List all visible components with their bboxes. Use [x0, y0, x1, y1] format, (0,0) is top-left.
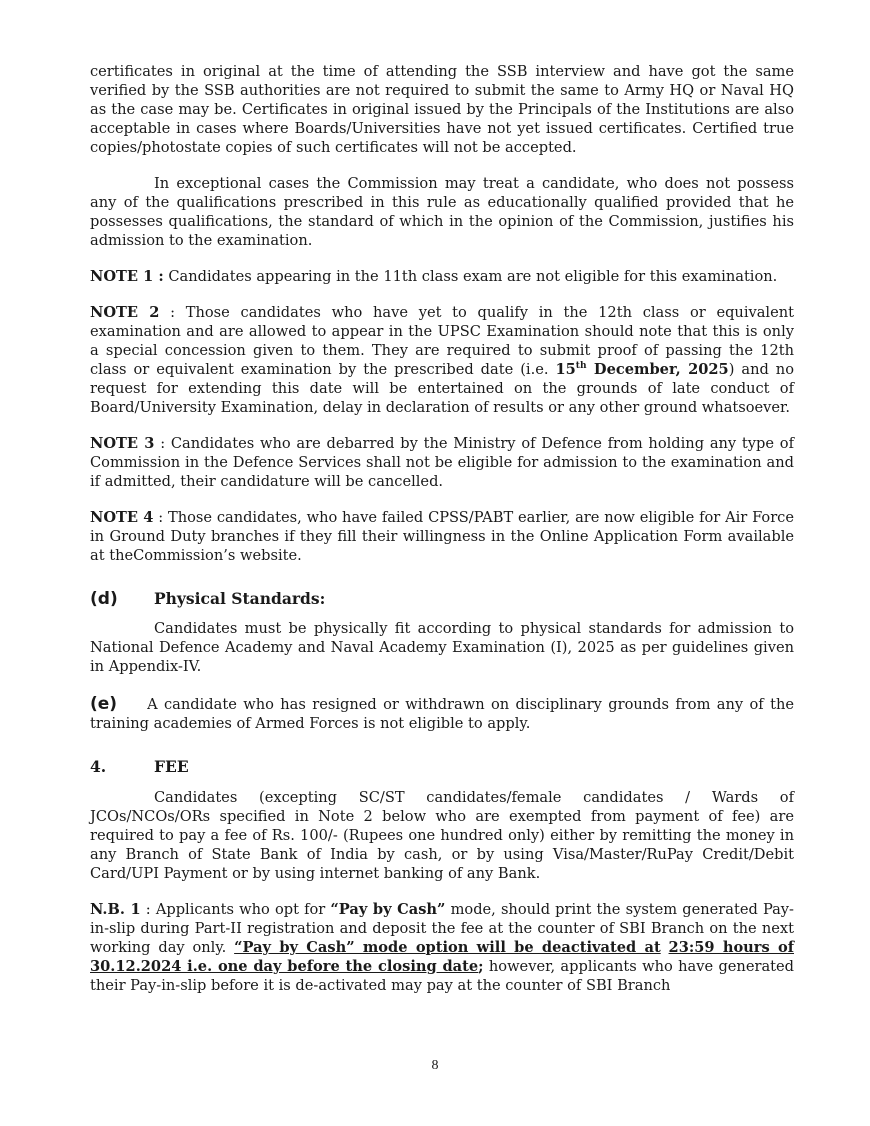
note-2 — [90, 303, 794, 417]
nb-1-text-1: : Applicants who opt for — [140, 901, 331, 918]
note-2-date-day: 15 — [555, 361, 576, 378]
section-d-heading — [90, 589, 794, 609]
section-e-label: (e) — [90, 694, 118, 714]
paragraph-certificates: certificates in original at the time of attending the SSB interview and have got the same verified by the SSB authorities are not required to submit the same to Army HQ or Naval HQ as the case may be. Certificates in original issued by the Principals of the Institutions are also acceptable in cases where Boards/Universities have not yet issued certificates. Certified true copies/photostate copies of such certificates will not be accepted. — [90, 63, 794, 156]
document-body — [90, 62, 794, 995]
section-4-text: Candidates (excepting SC/ST candidates/female candidates / Wards of JCOs/NCOs/ORs specified in Note 2 below who are exempted from payment of fee) are required to pay a fee of Rs. 100/- (Rupees one hundred only) either by remitting the money in any Branch of State Bank of India by cash, or by using Visa/Master/RuPay Credit/Debit Card/UPI Payment or by using internet banking of any Bank. — [90, 789, 794, 882]
note-3 — [90, 434, 794, 491]
note-2-label: NOTE 2 — [90, 304, 160, 321]
note-2-text-b: ) and no request for extending this date will be entertained on the grounds of late conduct of Board/University Examination, delay in declaration of results or any other ground whatsoever. — [90, 361, 794, 416]
note-2-date — [555, 361, 728, 378]
section-e — [90, 695, 794, 733]
section-d-text: Candidates must be physically fit according to physical standards for admission to National Defence Academy and Naval Academy Examination (I), 2025 as per guidelines given in Appendix-IV. — [90, 620, 794, 675]
section-d-title: Physical Standards: — [154, 589, 326, 608]
note-1-text: Candidates appearing in the 11th class exam are not eligible for this examination. — [163, 268, 778, 285]
note-4 — [90, 508, 794, 565]
nb-1-text-4: however, applicants who have generated their Pay-in-slip before it is de-activated may pay at the counter of SBI Branch — [90, 958, 794, 994]
note-1 — [90, 267, 794, 286]
page-number: 8 — [431, 1058, 439, 1073]
section-4-number: 4. — [90, 757, 107, 776]
nb-1-deadline: 23:59 hours of 30.12.2024 i.e. one day before the closing date — [90, 939, 794, 975]
note-2-date-rest: December, 2025 — [586, 361, 729, 378]
nb-1-space — [661, 939, 669, 956]
note-3-text: : Candidates who are debarred by the Ministry of Defence from holding any type of Commission in the Defence Services shall not be eligible for admission to the examination and if admitted, their candidature will be cancelled. — [90, 435, 794, 490]
note-3-label: NOTE 3 — [90, 435, 155, 452]
nb-1-label: N.B. 1 — [90, 901, 141, 918]
nb-1-text-2: mode, should print the system generated Pay-in-slip during Part-II registration and deposit the fee at the counter of SBI Branch on the next working day only. — [90, 901, 794, 956]
note-4-text: : Those candidates, who have failed CPSS/PABT earlier, are now eligible for Air Force in Ground Duty branches if they fill their willingness in the Online Application Form available at theCommission’s website. — [90, 509, 794, 564]
note-2-text-a: : Those candidates who have yet to qualify in the 12th class or equivalent examination and are allowed to appear in the UPSC Examination should note that this is only a special concession given to them. They are required to submit proof of passing the 12th class or equivalent examination by the prescribed date (i.e. — [90, 304, 794, 378]
section-4-heading — [90, 757, 794, 776]
paragraph-exceptional-cases: In exceptional cases the Commission may treat a candidate, who does not possess any of the qualifications prescribed in this rule as educationally qualified provided that he possesses qualifications, the standard of which in the opinion of the Commission, justifies his admission to the examination. — [90, 175, 794, 249]
nb-1-semicolon: ; — [478, 958, 484, 975]
note-2-date-sup: th — [575, 361, 587, 372]
section-d-label: (d) — [90, 589, 118, 609]
nb-1-deactivation-notice: “Pay by Cash” mode option will be deactivated at — [234, 939, 661, 956]
section-4-title: FEE — [154, 757, 189, 776]
nb-1-pay-by-cash: “Pay by Cash” — [330, 901, 446, 918]
section-e-text: A candidate who has resigned or withdrawn on disciplinary grounds from any of the training academies of Armed Forces is not eligible to apply. — [90, 696, 794, 732]
note-4-label: NOTE 4 — [90, 509, 154, 526]
nb-1 — [90, 900, 794, 995]
note-1-label: NOTE 1 : — [90, 268, 164, 285]
